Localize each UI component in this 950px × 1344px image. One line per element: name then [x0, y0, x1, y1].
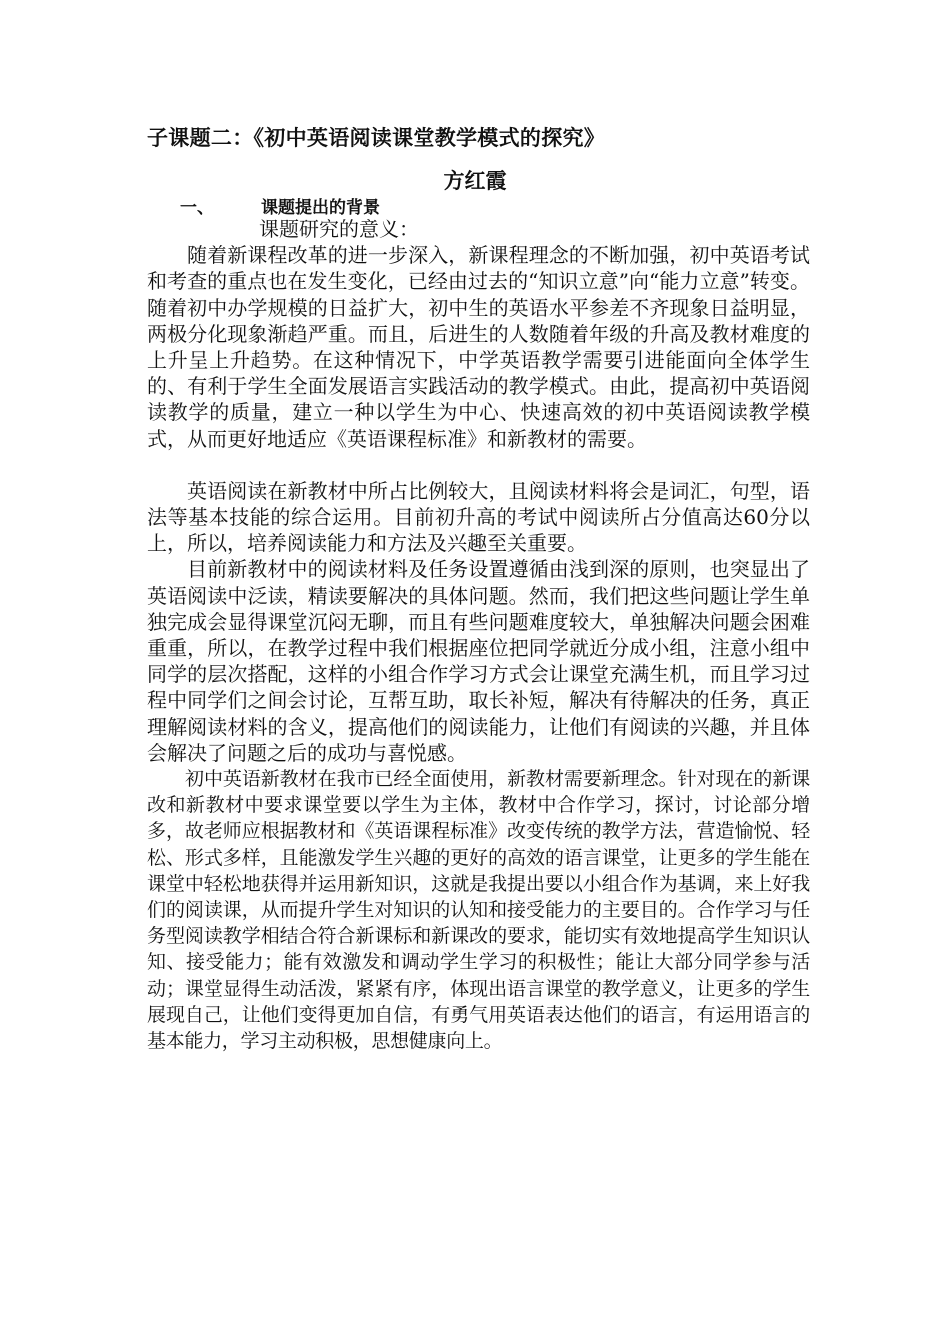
paragraph-4: 初中英语新教材在我市已经全面使用，新教材需要新理念。针对现在的新课改和新教材中要求课堂要以学生为主体，教材中合作学习，探讨，讨论部分增多，故老师应根据教材和《英语课程标准》改变传统的教学方法，营造愉悦、轻松、形式多样，且能激发学生兴趣的更好的高效的语言课堂，让更多的学生能在课堂中轻松地获得并运用新知识，这就是我提出要以小组合作为基调，来上好我们的阅读课，从而提升学生对知识的认知和接受能力的主要目的。合作学习与任务型阅读教学相结合符合新课标和新课改的要求，能切实有效地提高学生知识认知、接受能力；能有效激发和调动学生学习的积极性；能让大部分同学参与活动；课堂显得生动活泼，紧紧有序，体现出语言课堂的教学意义，让更多的学生展现自己，让他们变得更加自信，有勇气用英语表达他们的语言，有运用语言的基本能力，学习主动积极，思想健康向上。 — [147, 768, 810, 1053]
paragraph-2: 英语阅读在新教材中所占比例较大，且阅读材料将会是词汇，句型，语法等基本技能的综合运用。目前初升高的考试中阅读所占分值高达60分以上，所以，培养阅读能力和方法及兴趣至关重要。 — [147, 478, 810, 556]
body-text — [147, 216, 810, 1054]
document-title: 子课题二：《初中英语阅读课堂教学模式的探究》 — [147, 125, 606, 150]
section-number: 一、 — [180, 198, 214, 218]
author-name: 方红霞 — [443, 168, 507, 193]
section-heading — [180, 193, 380, 218]
paragraph-3: 目前新教材中的阅读材料及任务设置遵循由浅到深的原则，也突显出了英语阅读中泛读，精读要解决的具体问题。然而，我们把这些问题让学生单独完成会显得课堂沉闷无聊，而且有些问题难度较大，单独解决问题会困难重重，所以，在教学过程中我们根据座位把同学就近分成小组，注意小组中同学的层次搭配，这样的小组合作学习方式会让课堂充满生机，而且学习过程中同学们之间会讨论，互帮互助，取长补短，解决有待解决的任务，真正理解阅读材料的含义，提高他们的阅读能力，让他们有阅读的兴趣，并且体会解决了问题之后的成功与喜悦感。 — [147, 557, 810, 765]
subheading: 课题研究的意义： — [259, 217, 419, 241]
paragraph-1: 随着新课程改革的进一步深入，新课程理念的不断加强，初中英语考试和考查的重点也在发生变化，已经由过去的“知识立意”向“能力立意”转变。随着初中办学规模的日益扩大，初中生的英语水平参差不齐现象日益明显，两极分化现象渐趋严重。而且，后进生的人数随着年级的升高及教材难度的上升呈上升趋势。在这种情况下，中学英语教学需要引进能面向全体学生的、有利于学生全面发展语言实践活动的教学模式。由此，提高初中英语阅读教学的质量，建立一种以学生为中心、快速高效的初中英语阅读教学模式，从而更好地适应《英语课程标准》和新教材的需要。 — [147, 243, 810, 451]
section-title: 课题提出的背景 — [261, 198, 380, 218]
